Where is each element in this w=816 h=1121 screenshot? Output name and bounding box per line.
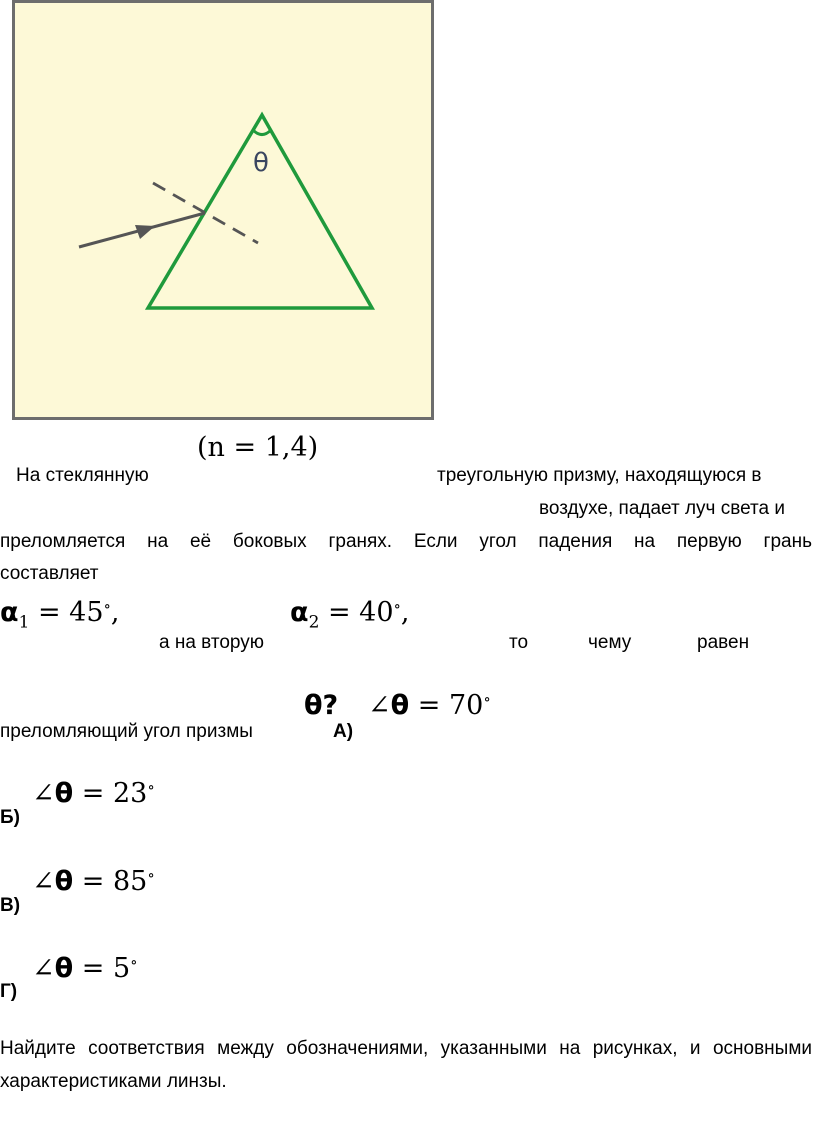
figure-background [15,3,431,417]
alpha2-degree: ∘ [393,597,401,615]
option-b-theta: θ [54,778,74,809]
on-second-text: а на вторую [159,632,265,653]
intro-text-1: На стеклянную [16,465,149,486]
option-a-value: = 70 [409,690,484,721]
theta-label: θ [253,148,269,178]
option-b-label: Б) [0,807,20,828]
alpha1-value: = 45 [29,597,104,628]
word-equals: равен [697,632,750,653]
intro-text-3: воздухе, падает луч света и [539,498,785,519]
alpha2-symbol: α [290,597,309,628]
option-v-degree: ∘ [147,866,155,884]
alpha1-symbol: α [0,597,19,628]
theta-question-symbol: θ? [304,690,339,721]
alpha1-comma: , [110,597,120,628]
alpha1-subscript: 1 [18,612,30,633]
alpha2-comma: , [400,597,410,628]
option-v-theta: θ [54,866,74,897]
alpha1-degree: ∘ [103,597,111,615]
option-v-label: В) [0,895,21,916]
option-g-formula [32,953,138,984]
option-g-theta: θ [54,953,74,984]
option-v-formula [32,866,155,897]
intro-text-5: составляет [0,563,99,584]
closing-paragraph: Найдите соответствия между обозначениями, указанными на рисунках, и основными характеристиками линзы. [0,1038,812,1092]
option-a-degree: ∘ [483,690,491,708]
option-a-label: А) [333,721,354,742]
prism-diagram [15,3,431,417]
angle-icon: ∠ [32,866,55,897]
option-g-degree: ∘ [130,953,138,971]
option-v-value: = 85 [73,866,148,897]
alpha2-subscript: 2 [308,612,320,633]
option-g-value: = 5 [73,953,131,984]
refractive-index-formula: (n = 1,4) [197,432,319,463]
alpha1-formula [0,597,120,632]
option-b-value: = 23 [73,778,148,809]
prism-figure [12,0,434,420]
theta-question [304,690,338,721]
alpha2-value: = 40 [319,597,394,628]
word-what: чему [588,632,632,653]
word-to: то [509,632,529,653]
option-b-formula [32,778,155,809]
option-a-theta: θ [390,690,410,721]
question-line: преломляющий угол призмы [0,721,253,742]
intro-text-4: преломляется на её боковых гранях. Если угол падения на первую грань [0,531,812,552]
option-a-formula [368,690,491,721]
angle-icon: ∠ [368,690,391,721]
angle-icon: ∠ [32,953,55,984]
intro-text-2: треугольную призму, находящуюся в [437,465,762,486]
option-g-label: Г) [0,981,18,1002]
alpha2-formula [290,597,410,632]
option-b-degree: ∘ [147,778,155,796]
angle-icon: ∠ [32,778,55,809]
